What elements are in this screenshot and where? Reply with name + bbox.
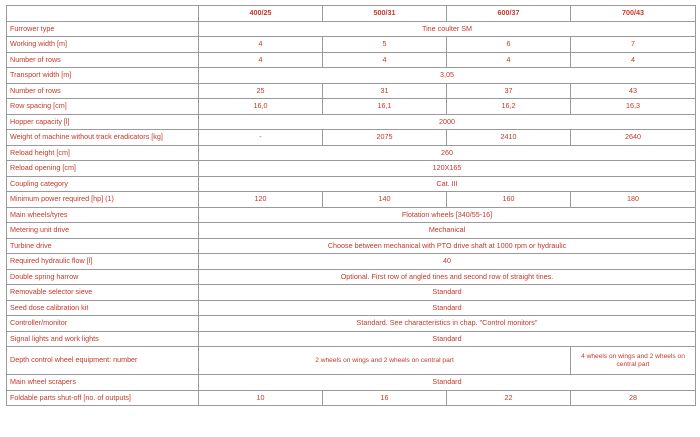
merged-value-cell: 2000 xyxy=(199,114,696,130)
merged-value-cell: 40 xyxy=(199,254,696,270)
table-row xyxy=(7,390,696,406)
merged-value-cell: Standard xyxy=(199,285,696,301)
value-cell: 2410 xyxy=(447,130,571,146)
row-label: Turbine drive xyxy=(7,238,199,254)
table-header-row xyxy=(7,6,696,22)
model-header-400-25: 400/25 xyxy=(199,6,323,22)
merged-value-cell: Optional. First row of angled tines and second row of straight tines. xyxy=(199,269,696,285)
table-row xyxy=(7,21,696,37)
value-cell: 10 xyxy=(199,390,323,406)
merged-value-cell: Standard xyxy=(199,375,696,391)
row-label: Removable selector sieve xyxy=(7,285,199,301)
model-header-600-37: 600/37 xyxy=(447,6,571,22)
value-cell: 4 xyxy=(199,37,323,53)
table-row xyxy=(7,68,696,84)
value-cell: 16,0 xyxy=(199,99,323,115)
table-row xyxy=(7,223,696,239)
value-cell: 16,3 xyxy=(571,99,696,115)
row-label: Working width [m] xyxy=(7,37,199,53)
merged-value-cell: Cat. III xyxy=(199,176,696,192)
value-cell: 43 xyxy=(571,83,696,99)
value-cell: 180 xyxy=(571,192,696,208)
table-row xyxy=(7,347,696,375)
value-cell: 28 xyxy=(571,390,696,406)
row-label: Main wheels/tyres xyxy=(7,207,199,223)
row-label: Row spacing [cm] xyxy=(7,99,199,115)
value-cell: 16,1 xyxy=(323,99,447,115)
spec-table-body xyxy=(7,6,696,406)
value-cell: 16,2 xyxy=(447,99,571,115)
row-label: Foldable parts shut-off [no. of outputs] xyxy=(7,390,199,406)
merged-value-cell: Standard xyxy=(199,331,696,347)
merged-value-cell: Choose between mechanical with PTO drive shaft at 1000 rpm or hydraulic xyxy=(199,238,696,254)
spec-table xyxy=(6,5,696,406)
value-cell: 16 xyxy=(323,390,447,406)
row-label: Weight of machine without track eradicators [kg] xyxy=(7,130,199,146)
row-label: Coupling category xyxy=(7,176,199,192)
row-label: Controller/monitor xyxy=(7,316,199,332)
table-row xyxy=(7,114,696,130)
table-row xyxy=(7,269,696,285)
merged-value-cell: 2 wheels on wings and 2 wheels on central part xyxy=(199,347,571,375)
table-row xyxy=(7,207,696,223)
model-header-500-31: 500/31 xyxy=(323,6,447,22)
table-row xyxy=(7,145,696,161)
row-label: Hopper capacity [l] xyxy=(7,114,199,130)
table-row xyxy=(7,254,696,270)
value-cell: 5 xyxy=(323,37,447,53)
value-cell: 4 xyxy=(199,52,323,68)
table-row xyxy=(7,83,696,99)
value-cell: 22 xyxy=(447,390,571,406)
value-cell: 140 xyxy=(323,192,447,208)
table-row xyxy=(7,238,696,254)
value-cell: 4 xyxy=(447,52,571,68)
table-row xyxy=(7,285,696,301)
merged-value-cell: 260 xyxy=(199,145,696,161)
table-row xyxy=(7,176,696,192)
row-label: Number of rows xyxy=(7,83,199,99)
row-label: Signal lights and work lights xyxy=(7,331,199,347)
merged-value-cell: Standard. See characteristics in chap. "Control monitors" xyxy=(199,316,696,332)
table-row xyxy=(7,99,696,115)
table-row xyxy=(7,300,696,316)
merged-value-cell: Tine coulter SM xyxy=(199,21,696,37)
row-label: Minimum power required [hp] (1) xyxy=(7,192,199,208)
table-row xyxy=(7,316,696,332)
table-row xyxy=(7,52,696,68)
row-label: Reload opening [cm] xyxy=(7,161,199,177)
row-label: Metering unit drive xyxy=(7,223,199,239)
table-row xyxy=(7,161,696,177)
table-row xyxy=(7,375,696,391)
value-cell: 31 xyxy=(323,83,447,99)
header-label-cell xyxy=(7,6,199,22)
value-cell: 7 xyxy=(571,37,696,53)
value-cell: 4 wheels on wings and 2 wheels on central part xyxy=(571,347,696,375)
row-label: Depth control wheel equipment: number xyxy=(7,347,199,375)
merged-value-cell: 120X165 xyxy=(199,161,696,177)
row-label: Number of rows xyxy=(7,52,199,68)
value-cell: 4 xyxy=(323,52,447,68)
row-label: Reload height [cm] xyxy=(7,145,199,161)
table-row xyxy=(7,37,696,53)
row-label: Required hydraulic flow [l] xyxy=(7,254,199,270)
table-row xyxy=(7,331,696,347)
value-cell: 160 xyxy=(447,192,571,208)
value-cell: 2075 xyxy=(323,130,447,146)
row-label: Transport width [m] xyxy=(7,68,199,84)
merged-value-cell: Standard xyxy=(199,300,696,316)
value-cell: 25 xyxy=(199,83,323,99)
value-cell: 120 xyxy=(199,192,323,208)
row-label: Furrower type xyxy=(7,21,199,37)
value-cell: 6 xyxy=(447,37,571,53)
value-cell: 4 xyxy=(571,52,696,68)
spec-table-container xyxy=(6,5,695,406)
merged-value-cell: Flotation wheels [340/55-16] xyxy=(199,207,696,223)
merged-value-cell: Mechanical xyxy=(199,223,696,239)
table-row xyxy=(7,192,696,208)
row-label: Seed dose calibration kit xyxy=(7,300,199,316)
value-cell: 37 xyxy=(447,83,571,99)
model-header-700-43: 700/43 xyxy=(571,6,696,22)
row-label: Double spring harrow xyxy=(7,269,199,285)
row-label: Main wheel scrapers xyxy=(7,375,199,391)
value-cell: 2640 xyxy=(571,130,696,146)
merged-value-cell: 3,05 xyxy=(199,68,696,84)
table-row xyxy=(7,130,696,146)
value-cell: - xyxy=(199,130,323,146)
